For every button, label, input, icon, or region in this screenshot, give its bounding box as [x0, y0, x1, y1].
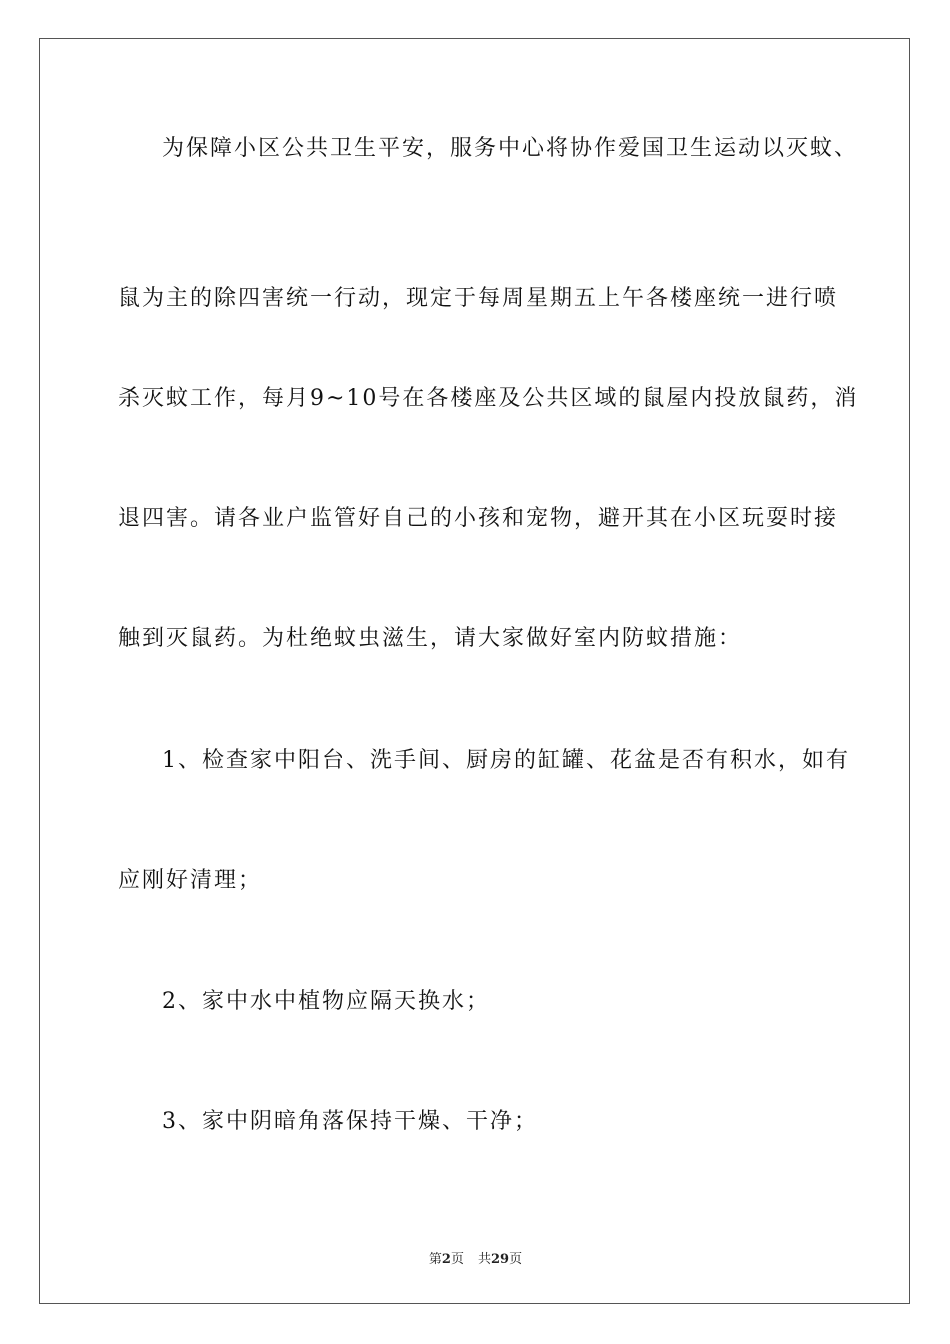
page-footer — [40, 1248, 911, 1267]
paragraph-line: 杀灭蚊工作，每月9~10号在各楼座及公共区域的鼠屋内投放鼠药，消 — [118, 386, 859, 411]
paragraph-line: 触到灭鼠药。为杜绝蚊虫滋生，请大家做好室内防蚊措施： — [118, 626, 743, 651]
list-item-1: 1、检查家中阳台、洗手间、厨房的缸罐、花盆是否有积水，如有 — [162, 748, 850, 773]
paragraph-line: 为保障小区公共卫生平安，服务中心将协作爱国卫生运动以灭蚊、 — [162, 136, 859, 161]
list-item-1-continuation: 应刚好清理； — [118, 868, 263, 893]
page-number-prefix: 第 — [428, 1252, 442, 1267]
page-number-suffix: 页 — [450, 1252, 464, 1267]
page-frame — [39, 38, 910, 1304]
total-pages-prefix: 共 — [477, 1252, 491, 1267]
paragraph-line: 退四害。请各业户监管好自己的小孩和宠物，避开其在小区玩耍时接 — [118, 506, 839, 531]
list-item-3: 3、家中阴暗角落保持干燥、干净； — [162, 1109, 538, 1134]
total-pages-suffix: 页 — [509, 1252, 523, 1267]
paragraph-line: 鼠为主的除四害统一行动，现定于每周星期五上午各楼座统一进行喷 — [118, 286, 839, 311]
current-page-number: 2 — [441, 1252, 451, 1267]
list-item-2: 2、家中水中植物应隔天换水； — [162, 989, 490, 1014]
total-page-count: 29 — [490, 1252, 510, 1267]
